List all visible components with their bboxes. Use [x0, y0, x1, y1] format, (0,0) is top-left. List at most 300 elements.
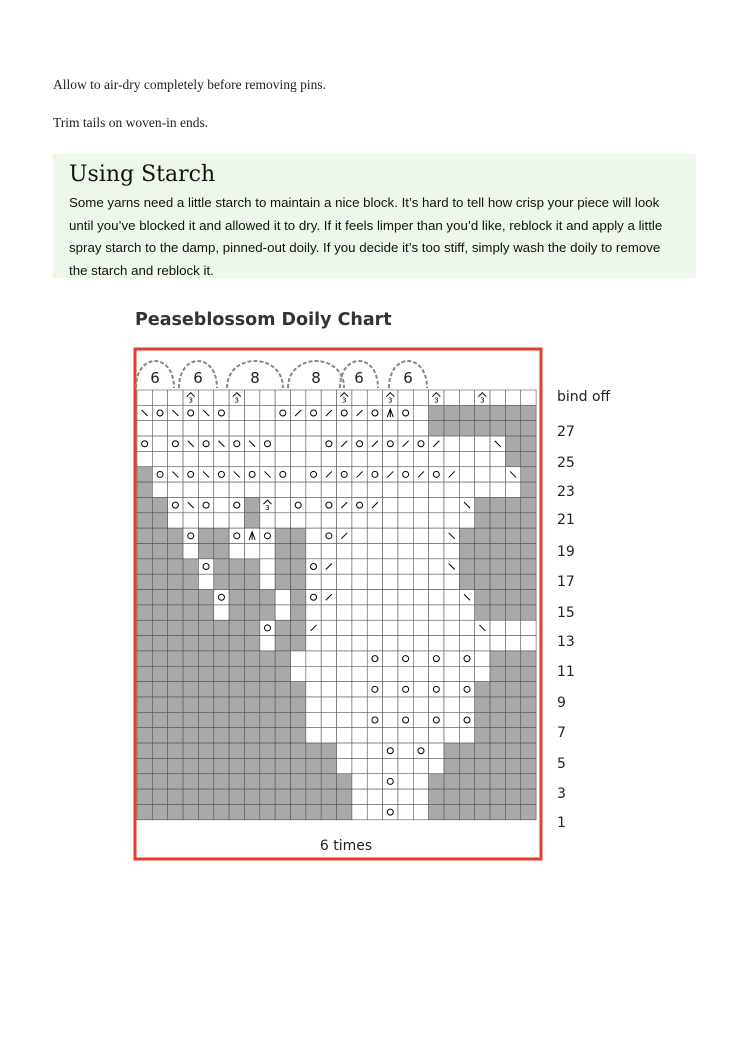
chart-cell — [505, 605, 520, 620]
chart-cell — [337, 405, 352, 420]
chart-cell — [275, 544, 290, 559]
chart-cell — [183, 544, 198, 559]
chart-cell — [383, 697, 398, 712]
chart-cell — [137, 774, 152, 789]
chart-cell — [291, 789, 306, 804]
chart-cell — [337, 804, 352, 819]
chart-cell — [383, 559, 398, 574]
chart-cell — [306, 605, 321, 620]
chart-cell — [490, 482, 505, 497]
chart-cell — [306, 559, 321, 574]
chart-cell — [490, 651, 505, 666]
chart-cell — [137, 574, 152, 589]
chart-grid — [137, 390, 536, 820]
chart-cell — [244, 482, 259, 497]
chart-cell — [244, 712, 259, 727]
chart-cell — [429, 758, 444, 773]
chart-cell — [383, 421, 398, 436]
chart-cell — [291, 528, 306, 543]
chart-cell — [367, 774, 382, 789]
chart-cell — [137, 682, 152, 697]
row-label: 19 — [557, 544, 575, 560]
chart-cell — [521, 758, 536, 773]
chart-cell — [214, 697, 229, 712]
chart-cell — [198, 774, 213, 789]
chart-cell — [306, 574, 321, 589]
instruction-trim-tails: Trim tails on woven-in ends. — [53, 115, 209, 130]
chart-cell — [475, 497, 490, 512]
chart-cell — [321, 544, 336, 559]
chart-cell — [137, 467, 152, 482]
cluster-count: 3 — [188, 396, 193, 405]
chart-cell — [475, 666, 490, 681]
chart-cell — [490, 390, 505, 405]
chart-cell — [168, 636, 183, 651]
chart-cell — [183, 559, 198, 574]
chart-cell — [244, 421, 259, 436]
chart-cell — [306, 405, 321, 420]
chart-cell — [137, 758, 152, 773]
chart-cell — [337, 789, 352, 804]
chart-cell — [352, 605, 367, 620]
chart-cell — [229, 804, 244, 819]
chart-cell — [291, 421, 306, 436]
chart-cell — [306, 712, 321, 727]
chart-cell — [306, 513, 321, 528]
chain-count: 6 — [354, 369, 364, 387]
chart-cell — [352, 528, 367, 543]
chart-cell — [321, 728, 336, 743]
chart-cell — [475, 528, 490, 543]
chart-cell — [505, 743, 520, 758]
chart-cell — [275, 666, 290, 681]
chart-cell — [137, 789, 152, 804]
chart-cell — [321, 436, 336, 451]
chart-cell — [229, 666, 244, 681]
chart-cell — [352, 651, 367, 666]
chart-cell — [367, 405, 382, 420]
chart-cell — [229, 620, 244, 635]
chart-cell — [152, 743, 167, 758]
chart-cell — [521, 574, 536, 589]
chart-cell — [521, 666, 536, 681]
chain-count: 6 — [403, 369, 413, 387]
chart-cell — [475, 682, 490, 697]
chart-cell — [168, 605, 183, 620]
chart-cell — [306, 636, 321, 651]
chart-cell — [152, 666, 167, 681]
chart-cell — [244, 620, 259, 635]
chart-cell — [337, 421, 352, 436]
chart-cell — [521, 712, 536, 727]
chart-cell — [367, 482, 382, 497]
chart-cell — [275, 620, 290, 635]
chart-cell — [306, 590, 321, 605]
chart-cell — [398, 544, 413, 559]
chart-cell — [291, 390, 306, 405]
chart-cell — [505, 728, 520, 743]
chart-cell — [490, 497, 505, 512]
chart-cell — [244, 467, 259, 482]
chart-cell — [198, 574, 213, 589]
chart-cell — [229, 574, 244, 589]
chart-cell — [260, 528, 275, 543]
chart-cell — [413, 544, 428, 559]
chart-cell — [521, 789, 536, 804]
chart-cell — [475, 743, 490, 758]
chart-cell — [198, 682, 213, 697]
chart-cell — [367, 574, 382, 589]
chart-cell — [291, 451, 306, 466]
chart-cell — [183, 758, 198, 773]
chart-cell — [152, 513, 167, 528]
chart-cell — [413, 728, 428, 743]
chart-cell — [383, 636, 398, 651]
chart-cell — [183, 666, 198, 681]
chart-cell — [214, 728, 229, 743]
chart-cell — [275, 789, 290, 804]
chart-cell — [337, 605, 352, 620]
chart-cell — [367, 528, 382, 543]
chart-cell — [459, 666, 474, 681]
chart-cell — [168, 390, 183, 405]
chart-cell — [260, 605, 275, 620]
chart-cell — [275, 774, 290, 789]
chart-cell — [521, 497, 536, 512]
chart-cell — [521, 559, 536, 574]
chart-cell — [413, 743, 428, 758]
chart-cell — [383, 804, 398, 819]
chart-cell — [306, 651, 321, 666]
chart-cell — [337, 451, 352, 466]
chart-cell — [444, 743, 459, 758]
chart-cell — [229, 697, 244, 712]
chart-cell — [198, 513, 213, 528]
chart-cell — [429, 605, 444, 620]
chart-cell — [367, 804, 382, 819]
chart-cell — [367, 544, 382, 559]
chart-cell — [505, 804, 520, 819]
chart-cell — [505, 651, 520, 666]
chart-cell — [137, 590, 152, 605]
chart-cell — [352, 421, 367, 436]
chart-cell — [521, 774, 536, 789]
chart-cell — [183, 789, 198, 804]
chart-cell — [183, 605, 198, 620]
chart-cell — [475, 451, 490, 466]
chart-cell — [398, 682, 413, 697]
chart-cell — [337, 743, 352, 758]
chart-cell — [275, 467, 290, 482]
chart-cell — [337, 559, 352, 574]
chart-cell — [183, 804, 198, 819]
chart-cell — [505, 682, 520, 697]
chart-cell — [413, 482, 428, 497]
chart-cell — [229, 436, 244, 451]
chart-cell — [413, 559, 428, 574]
chart-cell — [367, 620, 382, 635]
chart-cell — [244, 590, 259, 605]
chart-cell — [183, 467, 198, 482]
chart-cell — [198, 421, 213, 436]
chart-cell — [413, 774, 428, 789]
chart-cell — [260, 390, 275, 405]
chart-cell — [244, 497, 259, 512]
chart-cell — [306, 544, 321, 559]
chart-cell — [429, 712, 444, 727]
chart-cell — [398, 559, 413, 574]
chart-cell — [337, 513, 352, 528]
chart-cell — [214, 559, 229, 574]
chart-cell — [291, 590, 306, 605]
chart-cell — [367, 467, 382, 482]
chart-cell — [352, 513, 367, 528]
instruction-air-dry: Allow to air-dry completely before removing pins. — [53, 77, 327, 92]
chart-cell — [260, 451, 275, 466]
chart-cell — [152, 758, 167, 773]
chart-cell — [260, 728, 275, 743]
chart-cell — [429, 559, 444, 574]
chart-cell — [337, 728, 352, 743]
chart-cell — [321, 421, 336, 436]
chart-cell — [321, 682, 336, 697]
chart-cell — [168, 436, 183, 451]
chart-cell — [137, 605, 152, 620]
chart-cell — [321, 451, 336, 466]
chart-cell — [214, 497, 229, 512]
cluster-count: 3 — [480, 396, 485, 405]
chart-cell — [398, 528, 413, 543]
chart-cell — [198, 497, 213, 512]
chart-cell — [505, 697, 520, 712]
chart-cell — [152, 544, 167, 559]
chart-cell — [137, 804, 152, 819]
chart-cell — [367, 789, 382, 804]
chart-cell — [291, 682, 306, 697]
chart-cell — [321, 774, 336, 789]
chart-cell — [521, 436, 536, 451]
chart-cell — [413, 390, 428, 405]
row-label: 9 — [557, 695, 566, 711]
chart-cell — [337, 482, 352, 497]
chart-cell — [337, 712, 352, 727]
chart-cell — [183, 728, 198, 743]
chart-cell — [459, 728, 474, 743]
chart-cell — [260, 559, 275, 574]
chart-cell — [337, 697, 352, 712]
chart-cell — [291, 559, 306, 574]
chart-cell — [291, 436, 306, 451]
chart-cell — [521, 743, 536, 758]
chart-cell — [398, 497, 413, 512]
chart-cell — [198, 697, 213, 712]
chart-title: Peaseblossom Doily Chart — [135, 310, 392, 330]
chart-cell — [152, 497, 167, 512]
chart-cell — [306, 451, 321, 466]
sidebar-body: Some yarns need a little starch to maintain a nice block. It’s hard to tell how crisp your piece will look until you’ve blocked it and allowed it to dry. If it feels limper than you’d like, reblock it and apply a little spray starch to the damp, pinned-out doily. If you decide it’s too stiff, simply wash the doily to remove the starch and reblock it. — [69, 195, 663, 278]
chart-cell — [291, 804, 306, 819]
chart-cell — [152, 682, 167, 697]
chart-cell — [475, 636, 490, 651]
chart-cell — [337, 682, 352, 697]
chart-cell — [429, 651, 444, 666]
chart-cell — [459, 743, 474, 758]
chart-cell — [306, 789, 321, 804]
chart-cell — [137, 636, 152, 651]
chart-cell — [444, 574, 459, 589]
chart-cell — [521, 513, 536, 528]
chart-cell — [291, 712, 306, 727]
chart-cell — [413, 804, 428, 819]
chart-cell — [198, 651, 213, 666]
chart-cell — [444, 651, 459, 666]
chart-cell — [260, 789, 275, 804]
chart-cell — [429, 590, 444, 605]
chart-cell — [337, 774, 352, 789]
chart-cell — [490, 697, 505, 712]
chart-cell — [444, 804, 459, 819]
chart-cell — [398, 697, 413, 712]
chart-cell — [383, 728, 398, 743]
chart-cell — [337, 636, 352, 651]
chart-cell — [214, 405, 229, 420]
chart-cell — [260, 651, 275, 666]
chart-cell — [321, 666, 336, 681]
chart-cell — [137, 559, 152, 574]
chart-cell — [398, 574, 413, 589]
chart-cell — [475, 421, 490, 436]
row-label: 11 — [557, 664, 575, 680]
chart-cell — [444, 405, 459, 420]
chart-cell — [505, 620, 520, 635]
chart-cell — [198, 605, 213, 620]
chart-cell — [398, 451, 413, 466]
chart-cell — [444, 636, 459, 651]
chart-cell — [413, 697, 428, 712]
chart-cell — [306, 528, 321, 543]
chart-cell — [413, 436, 428, 451]
chart-cell — [367, 590, 382, 605]
chart-cell — [152, 451, 167, 466]
chart-cell — [168, 513, 183, 528]
chart-cell — [490, 405, 505, 420]
chart-cell — [521, 390, 536, 405]
chart-cell — [429, 666, 444, 681]
chart-cell — [214, 666, 229, 681]
chart-cell — [291, 605, 306, 620]
chart-cell — [475, 574, 490, 589]
row-label: 7 — [557, 725, 566, 741]
chart-cell — [229, 590, 244, 605]
chart-cell — [490, 804, 505, 819]
chart-cell — [429, 636, 444, 651]
chart-cell — [291, 774, 306, 789]
chart-cell — [260, 712, 275, 727]
chart-cell — [383, 513, 398, 528]
chart-cell — [229, 544, 244, 559]
chart-cell — [321, 651, 336, 666]
chart-cell — [214, 528, 229, 543]
chart-cell — [413, 528, 428, 543]
chart-cell — [475, 544, 490, 559]
chart-cell — [413, 497, 428, 512]
chart-cell — [352, 636, 367, 651]
chart-cell — [168, 743, 183, 758]
chart-cell — [229, 513, 244, 528]
chart-cell — [198, 482, 213, 497]
chart-cell — [183, 743, 198, 758]
chart-cell — [459, 682, 474, 697]
row-label: 5 — [557, 756, 566, 772]
chart-cell — [244, 651, 259, 666]
chart-cell — [367, 451, 382, 466]
chart-cell — [260, 405, 275, 420]
chart-cell — [490, 758, 505, 773]
chart-cell — [214, 574, 229, 589]
chart-cell — [413, 712, 428, 727]
chart-cell — [383, 482, 398, 497]
chart-cell — [444, 758, 459, 773]
chart-cell — [214, 544, 229, 559]
chart-cell — [429, 421, 444, 436]
chart-cell — [429, 482, 444, 497]
chart-cell — [459, 804, 474, 819]
chart-cell — [429, 467, 444, 482]
chart-cell — [398, 774, 413, 789]
chart-cell — [459, 405, 474, 420]
row-label: 17 — [557, 574, 575, 590]
chart-cell — [306, 774, 321, 789]
chart-cell — [352, 774, 367, 789]
chart-cell — [152, 390, 167, 405]
chart-cell — [475, 559, 490, 574]
chart-cell — [306, 728, 321, 743]
chart-cell — [152, 789, 167, 804]
chart-cell — [459, 544, 474, 559]
chart-cell — [398, 590, 413, 605]
chart-cell — [229, 421, 244, 436]
chart-cell — [291, 497, 306, 512]
chart-cell — [183, 590, 198, 605]
chart-cell — [214, 636, 229, 651]
repeat-label: 6 times — [319, 838, 373, 854]
chart-cell — [306, 497, 321, 512]
chart-cell — [306, 467, 321, 482]
chart-cell — [168, 482, 183, 497]
chart-cell — [244, 774, 259, 789]
chart-cell — [214, 789, 229, 804]
chart-cell — [398, 789, 413, 804]
chart-cell — [413, 513, 428, 528]
chart-cell — [168, 590, 183, 605]
chart-cell — [137, 544, 152, 559]
chart-cell — [444, 774, 459, 789]
chart-cell — [367, 728, 382, 743]
chart-cell — [306, 743, 321, 758]
chart-cell — [152, 697, 167, 712]
chart-cell — [459, 774, 474, 789]
chart-cell — [321, 620, 336, 635]
chart-cell — [367, 666, 382, 681]
chart-cell — [168, 528, 183, 543]
chart-cell — [183, 513, 198, 528]
chart-cell — [383, 666, 398, 681]
chart-cell — [429, 804, 444, 819]
chart-cell — [490, 743, 505, 758]
chart-cell — [383, 774, 398, 789]
chart-cell — [214, 712, 229, 727]
chart-cell — [244, 682, 259, 697]
